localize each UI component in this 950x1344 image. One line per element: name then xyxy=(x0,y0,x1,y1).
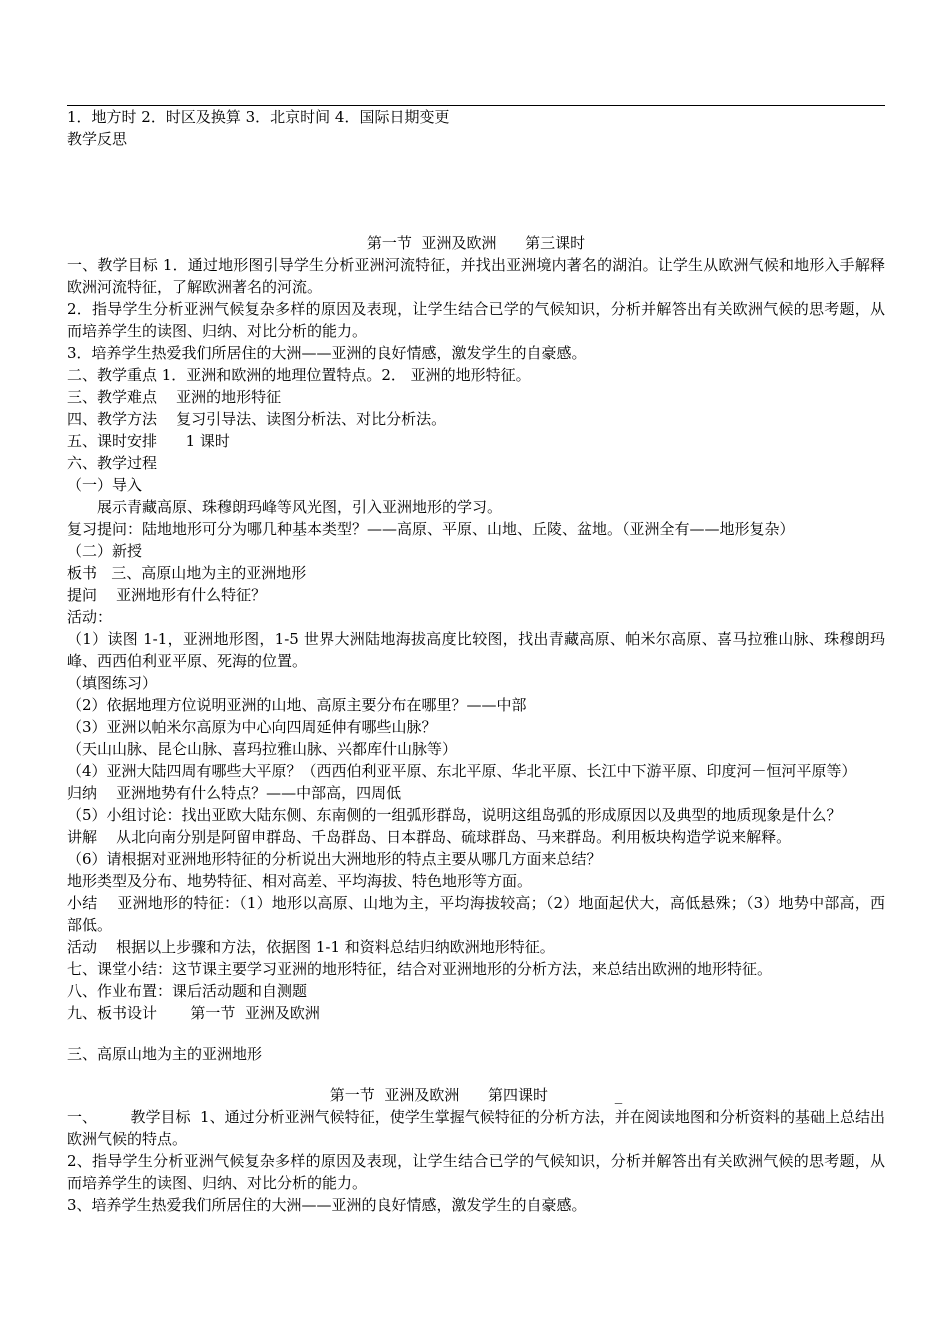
l4-paragraph: 一、 教学目标 1、通过分析亚洲气候特征，使学生掌握气候特征的分析方法，并在阅读地图和分析资料的基础上总结出欧洲气候的特点。 xyxy=(67,1108,885,1148)
l3-paragraph: （天山山脉、昆仑山脉、喜玛拉雅山脉、兴都库什山脉等） xyxy=(67,740,458,758)
l3-paragraph: （2）依据地理方位说明亚洲的山地、高原主要分布在哪里？——中部 xyxy=(67,696,527,714)
l3-paragraph: （一）导入 xyxy=(67,476,143,494)
board-design-subheading: 三、高原山地为主的亚洲地形 xyxy=(67,1045,263,1063)
spacer xyxy=(67,150,885,232)
l3-paragraph: 地形类型及分布、地势特征、相对高差、平均海拔、特色地形等方面。 xyxy=(67,872,533,890)
l3-paragraph: 活动： xyxy=(67,608,113,626)
l3-paragraph: 一、教学目标 1．通过地形图引导学生分析亚洲河流特征，并找出亚洲境内著名的湖泊。让学生从欧洲气候和地形入手解释欧洲河流特征，了解欧洲著名的河流。 xyxy=(67,256,885,296)
l3-paragraph: 活动 根据以上步骤和方法，依据图 1-1 和资料总结归纳欧洲地形特征。 xyxy=(67,938,555,956)
l3-paragraph: 小结 亚洲地形的特征：（1）地形以高原、山地为主，平均海拔较高；（2）地面起伏大，高低悬殊；（3）地势中部高，西部低。 xyxy=(67,894,885,934)
l4-paragraph: 2、指导学生分析亚洲气候复杂多样的原因及表现，让学生结合已学的气候知识，分析并解答出有关欧洲气候的思考题，从而培养学生的读图、归纳、对比分析的能力。 xyxy=(67,1152,885,1192)
l3-paragraph: 四、教学方法 复习引导法、读图分析法、对比分析法。 xyxy=(67,410,447,428)
l3-paragraph: 板书 三、高原山地为主的亚洲地形 xyxy=(67,564,307,582)
l4-paragraph: 3、培养学生热爱我们所居住的大洲——亚洲的良好情感，激发学生的自豪感。 xyxy=(67,1196,587,1214)
l3-paragraph: 归纳 亚洲地势有什么特点？——中部高，四周低 xyxy=(67,784,402,802)
l3-paragraph: （4）亚洲大陆四周有哪些大平原？（西西伯利亚平原、东北平原、华北平原、长江中下游平原、印度河－恒河平原等） xyxy=(67,762,857,780)
header-line: 1．地方时 2．时区及换算 3．北京时间 4．国际日期变更 xyxy=(67,108,450,126)
l3-paragraph: 二、教学重点 1．亚洲和欧洲的地理位置特点。2． 亚洲的地形特征。 xyxy=(67,366,531,384)
intro-text: 展示青藏高原、珠穆朗玛峰等风光图，引入亚洲地形的学习。 xyxy=(97,498,503,516)
document-page xyxy=(67,106,885,1216)
l3-paragraph: （3）亚洲以帕米尔高原为中心向四周延伸有哪些山脉？ xyxy=(67,718,437,736)
l3-paragraph: 2．指导学生分析亚洲气候复杂多样的原因及表现，让学生结合已学的气候知识，分析并解答出有关欧洲气候的思考题，从而培养学生的读图、归纳、对比分析的能力。 xyxy=(67,300,885,340)
l3-paragraph: 五、课时安排 1 课时 xyxy=(67,432,230,450)
l3-paragraph: （1）读图 1-1，亚洲地形图，1-5 世界大洲陆地海拔高度比较图，找出青藏高原、帕米尔高原、喜马拉雅山脉、珠穆朗玛峰、西西伯利亚平原、死海的位置。 xyxy=(67,630,885,670)
spacer xyxy=(67,1024,885,1043)
l3-paragraph: （二）新授 xyxy=(67,542,143,560)
reflection-label: 教学反思 xyxy=(67,130,128,148)
l3-paragraph: 提问 亚洲地形有什么特征？ xyxy=(67,586,267,604)
l3-paragraph: （6）请根据对亚洲地形特征的分析说出大洲地形的特点主要从哪几方面来总结？ xyxy=(67,850,602,868)
lesson3-title: 第一节 亚洲及欧洲 第三课时 xyxy=(366,234,586,252)
lesson4-title: 第一节 亚洲及欧洲 第四课时 _ xyxy=(329,1086,623,1104)
l3-paragraph: 九、板书设计 第一节 亚洲及欧洲 xyxy=(67,1004,320,1022)
l3-paragraph: 七、课堂小结：这节课主要学习亚洲的地形特征，结合对亚洲地形的分析方法，来总结出欧洲的地形特征。 xyxy=(67,960,773,978)
l3-paragraph: 三、教学难点 亚洲的地形特征 xyxy=(67,388,282,406)
spacer xyxy=(67,1065,885,1084)
l3-paragraph: 复习提问：陆地地形可分为哪几种基本类型？——高原、平原、山地、丘陵、盆地。（亚洲全有——地形复杂） xyxy=(67,520,795,538)
l3-paragraph: （5）小组讨论：找出亚欧大陆东侧、东南侧的一组弧形群岛，说明这组岛弧的形成原因以及典型的地质现象是什么？ xyxy=(67,806,842,824)
l3-paragraph: （填图练习） xyxy=(67,674,158,692)
l3-paragraph: 3．培养学生热爱我们所居住的大洲——亚洲的良好情感，激发学生的自豪感。 xyxy=(67,344,587,362)
l3-paragraph: 讲解 从北向南分别是阿留申群岛、千岛群岛、日本群岛、硫球群岛、马来群岛。利用板块构造学说来解释。 xyxy=(67,828,792,846)
l3-paragraph: 六、教学过程 xyxy=(67,454,158,472)
l3-paragraph: 八、作业布置：课后活动题和自测题 xyxy=(67,982,308,1000)
